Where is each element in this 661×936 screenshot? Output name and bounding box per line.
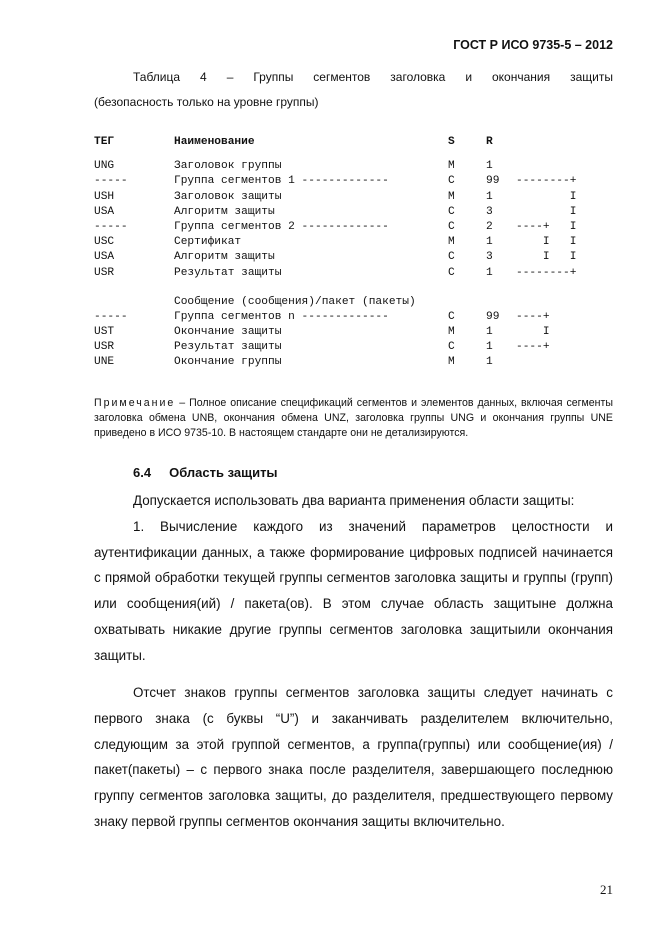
body-text-block-1 (94, 488, 613, 669)
row-tag: USA (94, 251, 115, 264)
row-repeat: 99 (486, 175, 500, 188)
row-repeat: 3 (486, 205, 493, 218)
row-tag: USA (94, 205, 115, 218)
row-tag: ----- (94, 310, 128, 323)
caption-word: Группы (253, 70, 294, 84)
row-structure: --------+ (516, 266, 577, 279)
caption-word: Таблица (133, 70, 181, 84)
row-repeat: 2 (486, 220, 493, 233)
section-number: 6.4 (133, 465, 152, 480)
table-middle-row (94, 296, 614, 311)
row-structure: --------+ (516, 175, 577, 188)
caption-word: – (226, 70, 234, 84)
row-tag: USR (94, 266, 115, 279)
row-tag: USR (94, 341, 115, 354)
table-row (94, 175, 614, 190)
row-repeat: 1 (486, 236, 493, 249)
row-repeat: 1 (486, 356, 493, 369)
row-name: Группа сегментов n ------------- (174, 310, 389, 323)
body-text-block-2 (94, 680, 613, 835)
table-row (94, 326, 614, 341)
table-note (94, 396, 613, 442)
row-tag: ----- (94, 175, 128, 188)
row-repeat: 3 (486, 251, 493, 264)
caption-word: заголовка (390, 70, 446, 84)
row-name: Сертификат (174, 236, 242, 249)
table-header-row (94, 136, 614, 151)
row-structure: I I (516, 251, 577, 264)
caption-word: защиты (570, 70, 613, 84)
row-name: Заголовок защиты (174, 190, 282, 203)
row-name: Результат защиты (174, 341, 282, 354)
row-structure: I I (516, 236, 577, 249)
note-text: – Полное описание спецификаций сегментов и элементов данных, включая сегменты заголовка обмена UNB, окончания обмена UNZ, заголовка группы UNG и окончания группы UNE приведено в ИСО 9735-10. В настоящем стандарте они не детализируются. (94, 397, 613, 440)
column-header-s: S (448, 136, 455, 148)
page-number: 21 (600, 882, 613, 897)
table-row (94, 356, 614, 371)
row-repeat: 1 (486, 160, 493, 173)
table-row (94, 191, 614, 206)
row-name: Алгоритм защиты (174, 205, 275, 218)
table-caption (133, 70, 613, 84)
row-status: C (448, 175, 455, 188)
row-status: C (448, 310, 455, 323)
paragraph: Допускается использовать два варианта применения области защиты: (133, 493, 575, 508)
caption-word: сегментов (313, 70, 371, 84)
row-status: M (448, 326, 455, 339)
paragraph: 1. Вычисление каждого из значений параметров целостности и аутентификации данных, а также формирование цифровых подписей начинается с прямой обработки текущей группы сегментов заголовка защиты и группы (групп) или сообщения(ий) / пакета(ов). В этом случае область защитыне должна охватывать никакие другие группы сегментов заголовка защитыили окончания защиты. (94, 518, 613, 663)
row-status: C (448, 266, 455, 279)
row-tag: ----- (94, 220, 128, 233)
paragraph: Отсчет знаков группы сегментов заголовка защиты следует начинать с первого знака (с буквы “U”) и заканчивать разделителем включительно, следующим за этой группой сегментов, а группа(группы) или сообщение(ия) /пакет(пакеты) – с первого знака после разделителя, завершающего последнюю группу сегментов заголовка защиты, до разделителя, предшествующего первому знаку первой группы сегментов окончания защиты включительно. (94, 685, 613, 829)
row-repeat: 1 (486, 341, 493, 354)
row-status: M (448, 236, 455, 249)
row-status: M (448, 190, 455, 203)
caption-word: 4 (200, 70, 207, 84)
column-header-r: R (486, 136, 493, 148)
table-row (94, 236, 614, 251)
table-row (94, 160, 614, 175)
row-name: Заголовок группы (174, 160, 282, 173)
standard-header: ГОСТ Р ИСО 9735-5 – 2012 (453, 38, 613, 52)
row-repeat: 1 (486, 266, 493, 279)
row-structure: ----+ I (516, 220, 577, 233)
segment-table (94, 136, 614, 372)
row-status: M (448, 160, 455, 173)
table-caption-line2: (безопасность только на уровне группы) (94, 95, 319, 109)
row-repeat: 99 (486, 310, 500, 323)
row-structure: ----+ (516, 310, 550, 323)
row-status: C (448, 251, 455, 264)
column-header-tag: ТЕГ (94, 136, 115, 148)
row-structure: I (516, 326, 550, 339)
row-repeat: 1 (486, 326, 493, 339)
column-header-name: Наименование (174, 136, 255, 148)
table-row (94, 206, 614, 221)
note-label: Примечание (94, 397, 176, 409)
table-row (94, 221, 614, 236)
section-title: Область защиты (169, 465, 278, 480)
row-status: C (448, 220, 455, 233)
row-name: Алгоритм защиты (174, 251, 275, 264)
row-name: Группа сегментов 1 ------------- (174, 175, 389, 188)
row-name: Окончание группы (174, 356, 282, 369)
table-row (94, 311, 614, 326)
row-status: C (448, 341, 455, 354)
row-tag: USH (94, 190, 115, 203)
row-status: M (448, 356, 455, 369)
row-repeat: 1 (486, 190, 493, 203)
row-structure: I (516, 205, 577, 218)
row-status: C (448, 205, 455, 218)
row-name: Окончание защиты (174, 326, 282, 339)
table-row (94, 251, 614, 266)
row-structure: I (516, 190, 577, 203)
row-tag: UST (94, 326, 115, 339)
row-tag: USC (94, 236, 115, 249)
row-tag: UNE (94, 356, 115, 369)
row-structure: ----+ (516, 341, 550, 354)
message-package-label: Сообщение (сообщения)/пакет (пакеты) (174, 295, 416, 308)
row-name: Группа сегментов 2 ------------- (174, 220, 389, 233)
row-name: Результат защиты (174, 266, 282, 279)
section-heading (133, 465, 278, 480)
caption-word: и (465, 70, 473, 84)
table-row (94, 341, 614, 356)
table-row (94, 267, 614, 282)
row-tag: UNG (94, 160, 115, 173)
caption-word: окончания (492, 70, 551, 84)
